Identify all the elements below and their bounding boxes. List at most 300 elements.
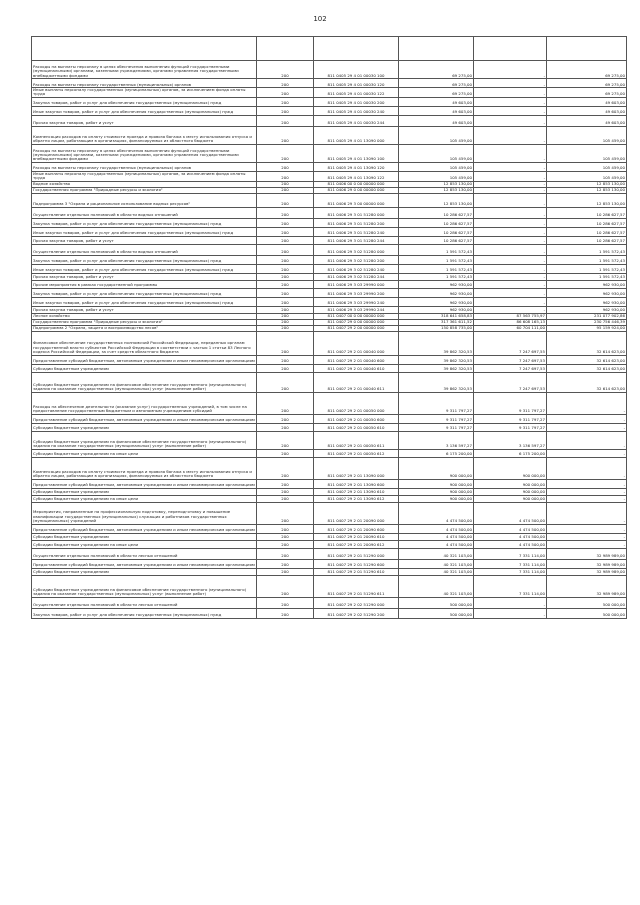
row-name-cell: Предоставление субсидий бюджетным, автономным учреждениям и иным некоммерческим организациям	[32, 524, 257, 533]
row-executed-cell: -	[474, 126, 547, 144]
row-code-cell: 200	[257, 264, 314, 273]
row-code-cell: 200	[257, 79, 314, 88]
row-name-cell: Расходы на выплаты персоналу в целях обеспечения выполнения функций государственными (муниципальными) органами, казенными учреждениями, органами управления государственными внебюджетными фондами	[32, 61, 257, 79]
row-name-cell: Иные выплаты персоналу государственных (муниципальных) органов, за исключением фонда оплаты труда	[32, 171, 257, 181]
row-remaining-cell: 12 853 130,00	[547, 181, 627, 187]
row-code-cell: 200	[257, 568, 314, 575]
row-classification-cell: 811 0407 29 2 01 20090 610	[314, 533, 399, 540]
row-executed-cell: -	[474, 280, 547, 288]
report-table-body	[32, 37, 627, 619]
row-planned-cell: 500 000,00	[399, 597, 474, 608]
row-remaining-cell: -	[547, 524, 627, 533]
row-remaining-cell: -	[547, 488, 627, 495]
row-executed-cell: -	[474, 187, 547, 193]
row-executed-cell: 9 311 797,27	[474, 392, 547, 414]
row-planned-cell: 39 862 320,53	[399, 355, 474, 364]
row-planned-cell: 962 930,00	[399, 280, 474, 288]
row-remaining-cell: 962 930,00	[547, 288, 627, 297]
row-classification-cell: 811 0407 29 2 01 00040 611	[314, 372, 399, 392]
row-name-cell: Осуществление отдельных полномочий в области водных отношений	[32, 207, 257, 218]
row-code-cell: 200	[257, 288, 314, 297]
table-row	[32, 37, 627, 61]
row-executed-cell: -	[474, 106, 547, 115]
row-remaining-cell: 69 275,00	[547, 61, 627, 79]
row-remaining-cell: 49 603,00	[547, 97, 627, 106]
row-executed-cell: 4 474 500,00	[474, 540, 547, 548]
row-remaining-cell: -	[547, 457, 627, 479]
row-remaining-cell: 10 286 627,57	[547, 218, 627, 227]
row-name-cell: Субсидии бюджетным учреждениям	[32, 488, 257, 495]
row-executed-cell: 4 474 500,00	[474, 502, 547, 524]
row-name-cell: Водное хозяйство	[32, 181, 257, 187]
table-row	[32, 273, 627, 280]
table-row	[32, 423, 627, 431]
row-name-cell: Субсидии бюджетным учреждениям	[32, 364, 257, 372]
row-planned-cell: 12 853 130,00	[399, 187, 474, 193]
table-row	[32, 597, 627, 608]
row-classification-cell: 811 0407 29 2 01 51290 600	[314, 559, 399, 568]
row-classification-cell: 811 0406 29 3 02 51280 240	[314, 264, 399, 273]
row-name-cell: Субсидии бюджетным учреждениям	[32, 423, 257, 431]
row-name-cell: Субсидии бюджетным учреждениям на финансовое обеспечение государственного (муниципального) задания на оказание государственных (муниципальных) услуг (выполнение работ)	[32, 431, 257, 449]
row-remaining-cell: 231 077 902,86	[547, 313, 627, 319]
row-executed-cell: -	[474, 79, 547, 88]
row-name-cell: Иные закупки товаров, работ и услуг для обеспечения государственных (муниципальных) нужд	[32, 227, 257, 236]
row-classification-cell: 811 0407 29 2 01 20090 612	[314, 540, 399, 548]
row-name-cell: Закупка товаров, работ и услуг для обеспечения государственных (муниципальных) нужд	[32, 97, 257, 106]
row-executed-cell: -	[474, 61, 547, 79]
row-remaining-cell: -	[547, 540, 627, 548]
row-name-cell: Закупка товаров, работ и услуг для обеспечения государственных (муниципальных) нужд	[32, 288, 257, 297]
row-code-cell: 200	[257, 457, 314, 479]
table-row	[32, 568, 627, 575]
table-row	[32, 495, 627, 502]
row-code-cell: 200	[257, 115, 314, 126]
row-planned-cell: 39 862 320,53	[399, 372, 474, 392]
row-classification-cell: 811 0406 29 3 01 51280 244	[314, 236, 399, 244]
row-name-cell: Расходы на выплаты персоналу государственных (муниципальных) органов	[32, 79, 257, 88]
table-row	[32, 392, 627, 414]
row-name-cell: Субсидии бюджетным учреждениям	[32, 533, 257, 540]
row-code-cell: 200	[257, 106, 314, 115]
row-remaining-cell: 32 989 989,00	[547, 548, 627, 559]
row-executed-cell: -	[474, 193, 547, 207]
row-planned-cell: 40 321 103,00	[399, 575, 474, 597]
row-classification-cell: 811 0406 00 0 00 00000 000	[314, 181, 399, 187]
row-classification-cell: 811 0405 29 4 01 00030 122	[314, 88, 399, 98]
row-executed-cell: 9 311 797,27	[474, 414, 547, 423]
row-classification-cell: 811 0407 29 2 01 00040 000	[314, 331, 399, 355]
row-planned-cell: 49 603,00	[399, 97, 474, 106]
row-code-cell: 200	[257, 533, 314, 540]
table-row	[32, 533, 627, 540]
row-planned-cell: 150 858 735,00	[399, 325, 474, 331]
row-planned-cell: 9 311 797,27	[399, 423, 474, 431]
row-code-cell: 200	[257, 325, 314, 331]
row-planned-cell: 1 591 572,43	[399, 273, 474, 280]
row-planned-cell: 318 641 658,83	[399, 313, 474, 319]
row-classification-cell: 811 0406 29 3 01 51280 200	[314, 218, 399, 227]
row-executed-cell	[474, 37, 547, 61]
table-row	[32, 255, 627, 264]
row-name-cell: Закупка товаров, работ и услуг для обеспечения государственных (муниципальных) нужд	[32, 608, 257, 618]
row-executed-cell: -	[474, 288, 547, 297]
row-classification-cell: 811 0405 29 4 01 13090 100	[314, 144, 399, 162]
table-row	[32, 502, 627, 524]
row-remaining-cell: -	[547, 414, 627, 423]
row-name-cell: Предоставление субсидий бюджетным, автономным учреждениям и иным некоммерческим организациям	[32, 559, 257, 568]
row-name-cell: Расходы на обеспечение деятельности (оказание услуг) государственных учреждений, в том числе на предоставление государственным бюджетным и автономным учреждениям субсидий	[32, 392, 257, 414]
row-classification-cell: 811 0407 29 2 01 13090 610	[314, 488, 399, 495]
row-code-cell: 200	[257, 126, 314, 144]
table-row	[32, 193, 627, 207]
row-planned-cell: 4 474 500,00	[399, 540, 474, 548]
row-planned-cell	[399, 37, 474, 61]
row-name-cell: Подпрограмма 3 "Охрана и рациональное использование водных ресурсов"	[32, 193, 257, 207]
row-remaining-cell	[547, 37, 627, 61]
table-row	[32, 115, 627, 126]
row-planned-cell: 10 286 627,57	[399, 227, 474, 236]
row-classification-cell: 811 0407 29 2 01 00040 610	[314, 364, 399, 372]
table-row	[32, 364, 627, 372]
table-row	[32, 306, 627, 313]
row-remaining-cell: -	[547, 479, 627, 488]
row-planned-cell: 900 000,00	[399, 495, 474, 502]
row-remaining-cell: 105 459,00	[547, 171, 627, 181]
row-executed-cell: 3 136 597,27	[474, 431, 547, 449]
row-code-cell: 200	[257, 207, 314, 218]
row-code-cell: 200	[257, 313, 314, 319]
row-executed-cell: -	[474, 207, 547, 218]
row-remaining-cell: 500 000,00	[547, 597, 627, 608]
row-name-cell: Мероприятия, направленные на профессиональную подготовку, переподготовку и повышение квалификации государственных (муниципальных) служащих и работников государственных (муниципальных) учреждений	[32, 502, 257, 524]
row-code-cell: 200	[257, 273, 314, 280]
row-planned-cell: 105 459,00	[399, 162, 474, 171]
row-remaining-cell: 49 603,00	[547, 115, 627, 126]
table-row	[32, 218, 627, 227]
table-row	[32, 372, 627, 392]
row-planned-cell: 69 275,00	[399, 88, 474, 98]
row-classification-cell: 811 0407 29 2 01 00050 610	[314, 423, 399, 431]
row-name-cell: Субсидии бюджетным учреждениям	[32, 568, 257, 575]
row-name-cell: Расходы на выплаты персоналу в целях обеспечения выполнения функций государственными (муниципальными) органами, казенными учреждениями, органами управления государственными внебюджетными фондами	[32, 144, 257, 162]
row-planned-cell: 4 474 500,00	[399, 502, 474, 524]
table-row	[32, 288, 627, 297]
row-code-cell: 200	[257, 218, 314, 227]
row-classification-cell: 811 0406 29 3 03 29990 244	[314, 306, 399, 313]
row-name-cell: Субсидии бюджетным учреждениям на иные цели	[32, 449, 257, 457]
row-classification-cell: 811 0406 29 3 03 29990 200	[314, 288, 399, 297]
row-name-cell: Предоставление субсидий бюджетным, автономным учреждениям и иным некоммерческим организациям	[32, 414, 257, 423]
row-classification-cell: 811 0407 29 2 01 13090 600	[314, 479, 399, 488]
row-executed-cell: 7 331 114,00	[474, 575, 547, 597]
table-row	[32, 280, 627, 288]
table-row	[32, 319, 627, 325]
row-classification-cell: 811 0406 29 3 01 51280 240	[314, 227, 399, 236]
row-name-cell: Прочие мероприятия в рамках государственной программы	[32, 280, 257, 288]
row-name-cell: Государственная программа "Природные ресурсы и экология"	[32, 319, 257, 325]
table-row	[32, 244, 627, 255]
row-remaining-cell: 962 930,00	[547, 306, 627, 313]
row-remaining-cell: 32 614 623,00	[547, 355, 627, 364]
table-row	[32, 126, 627, 144]
row-code-cell: 200	[257, 364, 314, 372]
row-executed-cell: -	[474, 162, 547, 171]
table-row	[32, 171, 627, 181]
row-remaining-cell: 10 286 627,57	[547, 227, 627, 236]
row-classification-cell: 811 0407 29 2 01 00050 611	[314, 431, 399, 449]
row-name-cell: Иные выплаты персоналу государственных (муниципальных) органов, за исключением фонда оплаты труда	[32, 88, 257, 98]
row-code-cell: 200	[257, 355, 314, 364]
row-code-cell: 200	[257, 488, 314, 495]
row-executed-cell: -	[474, 255, 547, 264]
row-remaining-cell: -	[547, 449, 627, 457]
row-planned-cell: 49 603,00	[399, 115, 474, 126]
row-remaining-cell: 230 756 446,39	[547, 319, 627, 325]
row-name-cell: Предоставление субсидий бюджетным, автономным учреждениям и иным некоммерческим организациям	[32, 479, 257, 488]
row-classification-cell: 811 0407 29 2 01 51290 611	[314, 575, 399, 597]
row-planned-cell: 40 321 103,00	[399, 568, 474, 575]
table-row	[32, 575, 627, 597]
row-executed-cell: -	[474, 218, 547, 227]
row-classification-cell: 811 0406 29 3 02 51280 244	[314, 273, 399, 280]
table-row	[32, 431, 627, 449]
row-executed-cell: -	[474, 608, 547, 618]
row-planned-cell: 6 175 200,00	[399, 449, 474, 457]
row-name-cell: Государственная программа "Природные ресурсы и экология"	[32, 187, 257, 193]
row-code-cell: 200	[257, 227, 314, 236]
row-code-cell: 200	[257, 171, 314, 181]
row-planned-cell: 10 286 627,57	[399, 218, 474, 227]
row-executed-cell: 7 247 697,53	[474, 355, 547, 364]
row-classification-cell: 811 0407 29 2 01 13090 000	[314, 457, 399, 479]
row-name-cell: Субсидии бюджетным учреждениям на финансовое обеспечение государственного (муниципального) задания на оказание государственных (муниципальных) услуг (выполнение работ)	[32, 575, 257, 597]
row-remaining-cell: 105 459,00	[547, 162, 627, 171]
table-row	[32, 479, 627, 488]
row-classification-cell: 811 0405 29 4 01 13090 122	[314, 171, 399, 181]
row-remaining-cell: -	[547, 495, 627, 502]
row-remaining-cell: 500 000,00	[547, 608, 627, 618]
row-classification-cell: 811 0405 29 4 01 13090 000	[314, 126, 399, 144]
row-code-cell: 200	[257, 548, 314, 559]
row-executed-cell: -	[474, 144, 547, 162]
table-row	[32, 79, 627, 88]
row-code-cell: 200	[257, 597, 314, 608]
row-code-cell: 200	[257, 423, 314, 431]
row-name-cell: Подпрограмма 2 "Охрана, защита и воспроизводство лесов"	[32, 325, 257, 331]
row-planned-cell: 12 853 130,00	[399, 193, 474, 207]
row-name-cell: Субсидии бюджетным учреждениям на финансовое обеспечение государственного (муниципального) задания на оказание государственных (муниципальных) услуг (выполнение работ)	[32, 372, 257, 392]
row-code-cell: 200	[257, 392, 314, 414]
row-planned-cell: 69 275,00	[399, 79, 474, 88]
row-remaining-cell: 12 853 130,00	[547, 193, 627, 207]
row-executed-cell: 87 563 755,97	[474, 313, 547, 319]
row-name-cell: Закупка товаров, работ и услуг для обеспечения государственных (муниципальных) нужд	[32, 255, 257, 264]
row-classification-cell: 811 0407 29 2 01 51290 610	[314, 568, 399, 575]
row-planned-cell: 3 136 597,27	[399, 431, 474, 449]
row-name-cell: Прочая закупка товаров, работ и услуг	[32, 115, 257, 126]
row-classification-cell: 811 0405 29 4 01 00030 100	[314, 61, 399, 79]
table-row	[32, 97, 627, 106]
page-number: 102	[313, 15, 327, 23]
row-code-cell: 200	[257, 502, 314, 524]
row-executed-cell: -	[474, 306, 547, 313]
row-planned-cell: 40 321 103,00	[399, 548, 474, 559]
row-classification-cell: 811 0406 29 0 00 00000 000	[314, 187, 399, 193]
row-planned-cell: 900 000,00	[399, 479, 474, 488]
row-code-cell: 200	[257, 244, 314, 255]
row-code-cell: 200	[257, 414, 314, 423]
table-row	[32, 331, 627, 355]
row-planned-cell: 1 591 572,43	[399, 264, 474, 273]
row-remaining-cell: 962 930,00	[547, 297, 627, 306]
row-executed-cell: 7 247 697,53	[474, 364, 547, 372]
row-name-cell: Финансовое обеспечение государственных полномочий Российской Федерации, переданных органам государственной власти субъектов Российской Федерации в соответствии с частью 1 статьи 83 Лесного кодекса Российской Федерации, за счет средств областного бюджета	[32, 331, 257, 355]
row-planned-cell: 39 862 320,53	[399, 364, 474, 372]
row-remaining-cell: 105 459,00	[547, 144, 627, 162]
row-classification-cell: 811 0405 29 4 01 00030 240	[314, 106, 399, 115]
row-planned-cell: 49 603,00	[399, 106, 474, 115]
row-code-cell: 200	[257, 608, 314, 618]
row-code-cell: 200	[257, 540, 314, 548]
row-code-cell: 200	[257, 97, 314, 106]
row-planned-cell: 1 591 572,43	[399, 244, 474, 255]
row-code-cell: 200	[257, 479, 314, 488]
row-name-cell: Прочая закупка товаров, работ и услуг	[32, 306, 257, 313]
row-name-cell: Осуществление отдельных полномочий в области лесных отношений	[32, 597, 257, 608]
row-remaining-cell: 1 591 572,43	[547, 264, 627, 273]
row-planned-cell: 105 459,00	[399, 171, 474, 181]
row-code-cell: 200	[257, 255, 314, 264]
table-row	[32, 264, 627, 273]
row-classification-cell: 811 0407 29 2 01 00050 612	[314, 449, 399, 457]
row-code-cell: 200	[257, 372, 314, 392]
row-classification-cell: 811 0407 29 2 01 00050 000	[314, 392, 399, 414]
row-executed-cell: -	[474, 297, 547, 306]
row-planned-cell: 10 286 627,57	[399, 207, 474, 218]
row-executed-cell: -	[474, 244, 547, 255]
row-code-cell: 200	[257, 575, 314, 597]
row-executed-cell: -	[474, 115, 547, 126]
table-row	[32, 88, 627, 98]
row-executed-cell: 900 000,00	[474, 479, 547, 488]
row-classification-cell: 811 0407 29 2 00 00000 000	[314, 325, 399, 331]
row-planned-cell: 39 862 320,53	[399, 331, 474, 355]
row-remaining-cell: 10 286 627,57	[547, 236, 627, 244]
row-executed-cell: -	[474, 88, 547, 98]
row-remaining-cell: 95 159 924,00	[547, 325, 627, 331]
row-planned-cell: 9 311 797,27	[399, 414, 474, 423]
row-remaining-cell: 69 275,00	[547, 88, 627, 98]
row-planned-cell: 900 000,00	[399, 457, 474, 479]
table-row	[32, 548, 627, 559]
row-planned-cell: 105 459,00	[399, 126, 474, 144]
row-classification-cell: 811 0406 29 3 02 51280 200	[314, 255, 399, 264]
row-executed-cell: 7 331 114,00	[474, 559, 547, 568]
row-classification-cell: 811 0405 29 4 01 13090 120	[314, 162, 399, 171]
row-remaining-cell: -	[547, 431, 627, 449]
row-code-cell: 200	[257, 144, 314, 162]
table-row	[32, 488, 627, 495]
row-classification-cell: 811 0405 29 4 01 00030 244	[314, 115, 399, 126]
row-name-cell: Осуществление отдельных полномочий в области лесных отношений	[32, 548, 257, 559]
row-remaining-cell: -	[547, 533, 627, 540]
row-name-cell: Субсидии бюджетным учреждениям на иные цели	[32, 495, 257, 502]
row-classification-cell: 811 0407 29 0 00 00000 000	[314, 319, 399, 325]
row-remaining-cell: 1 591 572,43	[547, 273, 627, 280]
row-name-cell: Закупка товаров, работ и услуг для обеспечения государственных (муниципальных) нужд	[32, 218, 257, 227]
row-classification-cell: 811 0406 29 3 01 51280 000	[314, 207, 399, 218]
row-planned-cell: 317 361 611,52	[399, 319, 474, 325]
row-code-cell: 200	[257, 319, 314, 325]
row-classification-cell: 811 0407 29 2 02 51290 200	[314, 608, 399, 618]
row-executed-cell: 900 000,00	[474, 488, 547, 495]
row-planned-cell: 4 474 500,00	[399, 524, 474, 533]
table-row	[32, 325, 627, 331]
row-executed-cell: -	[474, 264, 547, 273]
row-classification-cell: 811 0405 29 4 01 00030 200	[314, 97, 399, 106]
row-planned-cell: 9 311 797,27	[399, 392, 474, 414]
row-remaining-cell: -	[547, 392, 627, 414]
row-executed-cell: 6 175 200,00	[474, 449, 547, 457]
row-executed-cell: -	[474, 273, 547, 280]
row-planned-cell: 12 853 130,00	[399, 181, 474, 187]
row-name-cell: Иные закупки товаров, работ и услуг для обеспечения государственных (муниципальных) нужд	[32, 264, 257, 273]
row-remaining-cell: 105 459,00	[547, 126, 627, 144]
row-classification-cell: 811 0407 29 2 01 00040 600	[314, 355, 399, 364]
row-code-cell: 200	[257, 181, 314, 187]
table-row	[32, 355, 627, 364]
row-code-cell	[257, 37, 314, 61]
table-row	[32, 162, 627, 171]
row-executed-cell: -	[474, 227, 547, 236]
row-remaining-cell: -	[547, 502, 627, 524]
table-row	[32, 106, 627, 115]
table-row	[32, 227, 627, 236]
row-remaining-cell: 32 614 623,00	[547, 364, 627, 372]
row-name-cell: Предоставление субсидий бюджетным, автономным учреждениям и иным некоммерческим организациям	[32, 355, 257, 364]
table-row	[32, 236, 627, 244]
row-classification-cell: 811 0407 00 0 00 00000 000	[314, 313, 399, 319]
row-remaining-cell: 32 614 623,00	[547, 331, 627, 355]
row-remaining-cell: 32 989 989,00	[547, 559, 627, 568]
row-code-cell: 200	[257, 331, 314, 355]
row-code-cell: 200	[257, 61, 314, 79]
row-planned-cell: 4 474 500,00	[399, 533, 474, 540]
row-planned-cell: 900 000,00	[399, 488, 474, 495]
table-row	[32, 144, 627, 162]
row-executed-cell: 7 247 697,53	[474, 372, 547, 392]
row-remaining-cell: 12 853 130,00	[547, 187, 627, 193]
row-code-cell: 200	[257, 280, 314, 288]
row-planned-cell: 500 000,00	[399, 608, 474, 618]
row-code-cell: 200	[257, 524, 314, 533]
row-planned-cell: 69 275,00	[399, 61, 474, 79]
row-executed-cell: 86 608 165,13	[474, 319, 547, 325]
row-planned-cell: 10 286 627,57	[399, 236, 474, 244]
row-code-cell: 200	[257, 162, 314, 171]
row-name-cell: Прочая закупка товаров, работ и услуг	[32, 273, 257, 280]
row-code-cell: 200	[257, 193, 314, 207]
row-executed-cell: 4 474 500,00	[474, 524, 547, 533]
table-row	[32, 414, 627, 423]
row-remaining-cell: 32 989 989,00	[547, 575, 627, 597]
row-executed-cell: 900 000,00	[474, 457, 547, 479]
row-classification-cell: 811 0407 29 2 01 00050 600	[314, 414, 399, 423]
row-remaining-cell: 10 286 627,57	[547, 207, 627, 218]
table-row	[32, 608, 627, 618]
row-executed-cell: -	[474, 236, 547, 244]
